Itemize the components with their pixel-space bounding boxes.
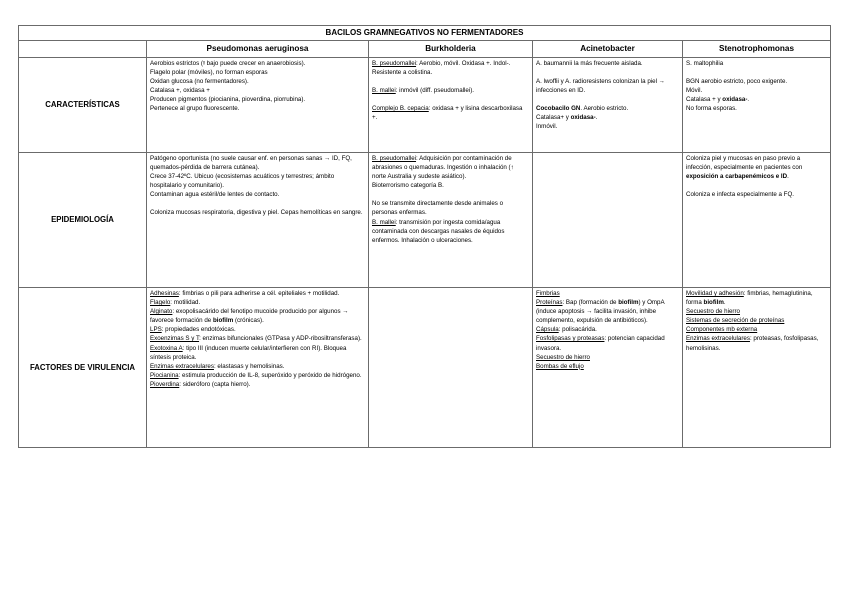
cell-text <box>536 289 679 298</box>
row-header-caracteristicas: CARACTERÍSTICAS <box>19 58 147 153</box>
cell-virulencia-burkholderia <box>369 288 533 448</box>
cell-text: LPS <box>150 326 162 334</box>
cell-text: Pertenece al grupo fluorescente. <box>150 105 240 113</box>
cell-text: : fimbrias, hemaglutinina, forma <box>686 290 813 307</box>
cell-text: Componentes mb externa <box>686 326 758 334</box>
cell-text <box>536 113 679 122</box>
cell-text: Bombas de eflujo <box>536 362 584 370</box>
cell-text: Enzimas extracelulares <box>150 362 214 370</box>
spacer <box>372 190 529 199</box>
cell-text: Catalasa + y <box>686 96 723 104</box>
cell-text: Coloniza mucosas respiratoria, digestiva y piel. Cepas hemolíticas en sangre. <box>150 209 363 217</box>
cell-text: No forma esporas. <box>686 105 737 113</box>
cell-caracteristicas-acinetobacter <box>533 58 683 153</box>
spacer <box>372 95 529 104</box>
cell-text <box>686 316 827 325</box>
cell-text: Cocobacilo GN <box>536 105 581 113</box>
cell-epidemiologia-stenotrophomonas <box>683 153 831 288</box>
spacer <box>686 68 827 77</box>
cell-text: S. maltophilia <box>686 60 724 67</box>
cell-text: Secuestro de hierro <box>686 308 740 316</box>
cell-virulencia-pseudomonas <box>147 288 369 448</box>
cell-virulencia-acinetobacter <box>533 288 683 448</box>
cell-text: exposición a carbapenémicos e ID <box>686 173 788 181</box>
cell-text: Flagelo polar (móviles), no forman esporas <box>150 69 268 77</box>
cell-text <box>150 298 365 307</box>
cell-caracteristicas-burkholderia <box>369 58 533 153</box>
cell-text: ) y OmpA (induce apoptosis → facilita invasión, inhibe complemento, expulsión de antibióticos). <box>536 299 665 325</box>
cell-text: Crece 37-42ºC. Ubicuo (ecosistemas acuáticos y terrestres; ámbito hospitalario y comunitario). <box>150 173 335 190</box>
cell-text: : sideróforo (capta hierro). <box>179 380 251 388</box>
cell-text: Secuestro de hierro <box>536 353 590 361</box>
cell-caracteristicas-stenotrophomonas <box>683 58 831 153</box>
cell-text <box>686 154 827 181</box>
cell-text: : fimbrias o pili para adherirse a cél. epiteliales + motilidad. <box>178 290 340 297</box>
cell-text: B. pseudomallei <box>372 155 417 162</box>
cell-text: . Aerobio estricto. <box>580 105 629 113</box>
cell-text: B. mallei <box>372 87 396 95</box>
cell-text: Exotoxina A <box>150 344 183 352</box>
cell-text <box>372 154 529 181</box>
cell-text: Fimbrias <box>536 290 560 297</box>
cell-text: biofilm <box>618 299 639 307</box>
col-header-pseudomonas: Pseudomonas aeruginosa <box>147 41 369 58</box>
cell-text: Contaminan agua estéril/de lentes de contacto. <box>150 191 280 199</box>
cell-text: Catalasa +, oxidasa + <box>150 87 210 95</box>
cell-text: Fosfolipasas y proteasas <box>536 335 605 343</box>
cell-text: Catalasa+ y <box>536 114 571 122</box>
cell-text <box>372 218 529 245</box>
cell-text: B. mallei <box>372 218 396 226</box>
cell-text: : elastasas y hemolisinas. <box>213 362 285 370</box>
cell-text: Enzimas extracelulares <box>686 335 750 343</box>
cell-text <box>686 307 827 316</box>
cell-text <box>536 362 679 371</box>
cell-text: A. lwoffii y A. radioresistens colonizan la piel → infecciones en ID. <box>536 78 665 95</box>
table-title: BACILOS GRAMNEGATIVOS NO FERMENTADORES <box>19 26 831 41</box>
cell-text: Movilidad y adhesión <box>686 290 744 297</box>
cell-text: Coloniza e infecta especialmente a FQ. <box>686 191 794 199</box>
col-header-stenotrophomonas: Stenotrophomonas <box>683 41 831 58</box>
cell-text: : Adquisición por contaminación de abrasiones o quemaduras. Ingestión o inhalación (↑ norte Australia y sudeste asiático). <box>372 155 514 181</box>
cell-text <box>150 380 365 389</box>
cell-text: : inmóvil (diff. pseudomallei). <box>395 87 475 95</box>
cell-text <box>536 334 679 352</box>
cell-text: Exoenzimas S y T <box>150 335 200 343</box>
spacer <box>536 95 679 104</box>
cell-text: Cápsula <box>536 326 559 334</box>
cell-text <box>686 325 827 334</box>
cell-text <box>536 298 679 325</box>
cell-epidemiologia-acinetobacter <box>533 153 683 288</box>
cell-text: : propiedades endotóxicas. <box>161 326 236 334</box>
cell-text: . <box>787 173 789 181</box>
cell-text: biofilm <box>703 299 724 307</box>
cell-text: oxidasa- <box>722 96 748 104</box>
spacer <box>372 77 529 86</box>
cell-text <box>686 289 827 307</box>
cell-text: : Bap (formación de <box>562 299 619 307</box>
row-header-epidemiologia: EPIDEMIOLOGÍA <box>19 153 147 288</box>
cell-text: Alginato <box>150 308 173 316</box>
cell-text: : proteasas, fosfolipasas, hemolisinas. <box>686 335 819 352</box>
cell-text <box>536 104 679 113</box>
cell-text: Proteínas <box>536 299 563 307</box>
cell-text: . <box>747 96 750 104</box>
cell-text: : motilidad. <box>170 299 201 307</box>
cell-text <box>150 334 365 343</box>
cell-text: Sistemas de secreción de proteínas <box>686 317 785 325</box>
cell-text: Flagelo <box>150 299 171 307</box>
cell-text <box>686 95 827 104</box>
cell-text <box>150 325 365 334</box>
cell-text: : potencian capacidad invasora. <box>536 335 665 352</box>
cell-text <box>536 325 679 334</box>
cell-text: Bioterrorismo categoría B. <box>372 182 444 190</box>
cell-text: Piocianina <box>150 371 179 379</box>
cell-text: : Aerobio, móvil. Oxidasa +. Indol-. Resistente a colistina. <box>372 60 511 77</box>
cell-text: : oxidasa + y lisina descarboxilasa +. <box>372 105 523 122</box>
cell-epidemiologia-burkholderia <box>369 153 533 288</box>
cell-text: Pioverdina <box>150 380 180 388</box>
cell-text: : tipo III (inducen muerte celular/interfieren con RI). Bloquea síntesis proteica. <box>150 344 347 361</box>
cell-text: Adhesinas <box>150 290 179 297</box>
cell-text: Complejo B. cepacia <box>372 105 429 113</box>
cell-text: Coloniza piel y mucosas en paso previo a infección, especialmente en pacientes con <box>686 155 803 172</box>
row-header-virulencia: FACTORES DE VIRULENCIA <box>19 288 147 448</box>
cell-text: Oxidan glucosa (no fermentadores). <box>150 78 249 86</box>
col-header-burkholderia: Burkholderia <box>369 41 533 58</box>
cell-caracteristicas-pseudomonas <box>147 58 369 153</box>
cell-text <box>686 334 827 352</box>
cell-text: biofilm <box>212 317 234 325</box>
cell-virulencia-stenotrophomonas <box>683 288 831 448</box>
cell-text: oxidasa- <box>570 114 596 122</box>
cell-text <box>372 104 529 122</box>
cell-text <box>150 344 365 362</box>
cell-text: B. pseudomallei <box>372 60 417 67</box>
cell-text: No se transmite directamente desde animales o personas enfermas. <box>372 200 504 217</box>
cell-text: . <box>723 299 726 307</box>
cell-text: Aerobios estrictos (ˠ bajo puede crecer en anaerobiosis). <box>150 60 306 67</box>
cell-text <box>150 362 365 371</box>
cell-text: : exopolisacárido del fenotipo mucoide producido por algunos → favorece formación de <box>150 308 349 325</box>
cell-epidemiologia-pseudomonas <box>147 153 369 288</box>
cell-text: : transmisión por ingesta comida/agua contaminada con descargas nasales de équidos enfermos. Inhalación o ulceraciones. <box>372 218 505 244</box>
cell-text: BGN aerobio estricto, poco exigente. <box>686 78 788 86</box>
corner-cell <box>19 41 147 58</box>
spacer <box>686 181 827 190</box>
cell-text: Inmóvil. <box>536 123 558 131</box>
cell-text: Producen pigmentos (piocianina, pioverdina, piorrubina). <box>150 96 306 104</box>
cell-text <box>372 59 529 77</box>
cell-text <box>536 353 679 362</box>
spacer <box>536 68 679 77</box>
bacilos-table <box>18 25 831 448</box>
cell-text <box>150 289 365 298</box>
cell-text: Móvil. <box>686 87 703 95</box>
cell-text <box>372 86 529 95</box>
cell-text: . <box>595 114 598 122</box>
cell-text: (crónicas). <box>233 317 264 325</box>
cell-text <box>150 307 365 325</box>
col-header-acinetobacter: Acinetobacter <box>533 41 683 58</box>
cell-text: Patógeno oportunista (no suele causar enf. en personas sanas → ID, FQ, quemados-pérdida de barrera cutánea). <box>150 155 352 172</box>
cell-text: : enzimas bifuncionales (GTPasa y ADP-ribosiltransferasa). <box>199 335 362 343</box>
cell-text <box>150 371 365 380</box>
cell-text: : polisacárida. <box>558 326 597 334</box>
spacer <box>150 199 365 208</box>
cell-text: : estimula producción de IL-8, superóxido y peróxido de hidrógeno. <box>178 371 362 379</box>
cell-text: A. baumannii la más frecuente aislada. <box>536 60 643 67</box>
